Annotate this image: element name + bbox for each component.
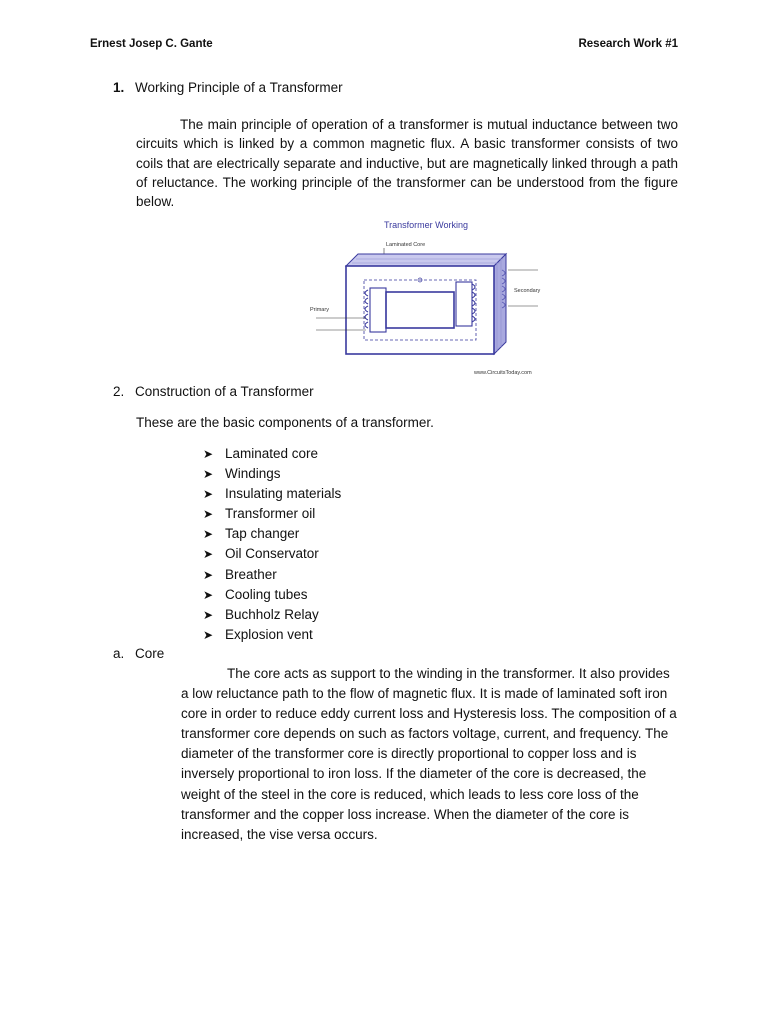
- components-list: [203, 444, 341, 645]
- arrow-bullet-icon: ➤: [203, 527, 214, 542]
- transformer-figure: [306, 214, 554, 380]
- figure-core-label: Laminated Core: [386, 242, 426, 248]
- section2-heading: [113, 384, 314, 399]
- figure-secondary-label: Secondary: [514, 288, 541, 294]
- arrow-bullet-icon: ➤: [203, 507, 214, 522]
- core-heading: [113, 646, 164, 661]
- arrow-bullet-icon: ➤: [203, 487, 214, 502]
- list-item: ➤ Breather: [203, 565, 341, 585]
- arrow-bullet-icon: ➤: [203, 467, 214, 482]
- arrow-bullet-icon: ➤: [203, 567, 214, 582]
- section1-number: 1.: [113, 80, 125, 95]
- core-paragraph: The core acts as support to the winding in the transformer. It also provides a low reluctance path to the flow of magnetic flux. It is made of laminated soft iron core in order to reduce eddy current loss and Hysteresis loss. The composition of a transformer core depends on such as factors voltage, current, and frequency. The diameter of the transformer core is directly proportional to copper loss and is inversely proportional to iron loss. If the diameter of the core is decreased, the weight of the steel in the core is reduced, which leads to less core loss of the transformer and the copper loss increase. When the diameter of the core is increased, the vise versa occurs.: [181, 666, 677, 842]
- arrow-bullet-icon: ➤: [203, 607, 214, 622]
- section2-title: Construction of a Transformer: [135, 384, 314, 399]
- core-label: a.: [113, 646, 125, 661]
- list-item: ➤ Cooling tubes: [203, 585, 341, 605]
- list-item: ➤ Buchholz Relay: [203, 605, 341, 625]
- list-item: ➤ Explosion vent: [203, 625, 341, 645]
- section1-heading: [113, 80, 343, 95]
- arrow-bullet-icon: ➤: [203, 587, 214, 602]
- header-author: Ernest Josep C. Gante: [90, 38, 213, 50]
- list-item: ➤ Tap changer: [203, 524, 341, 544]
- header-title: Research Work #1: [578, 38, 678, 50]
- section1-title: Working Principle of a Transformer: [135, 80, 343, 95]
- list-item: ➤ Windings: [203, 464, 341, 484]
- figure-primary-label: Primary: [310, 307, 329, 313]
- arrow-bullet-icon: ➤: [203, 547, 214, 562]
- list-item: ➤ Insulating materials: [203, 484, 341, 504]
- figure-title: Transformer Working: [384, 220, 469, 230]
- core-title: Core: [135, 646, 165, 661]
- list-item: ➤ Transformer oil: [203, 504, 341, 524]
- list-item: ➤ Oil Conservator: [203, 544, 341, 564]
- arrow-bullet-icon: ➤: [203, 447, 214, 461]
- arrow-bullet-icon: ➤: [203, 627, 214, 642]
- list-item: ➤ Laminated core: [203, 444, 341, 464]
- section2-number: 2.: [113, 384, 125, 399]
- figure-credit: www.CircuitsToday.com: [474, 370, 532, 376]
- section1-paragraph: The main principle of operation of a transformer is mutual inductance between two circuits which is linked by a common magnetic flux. A basic transformer consists of two coils that are electrically separate and inductive, but are magnetically linked through a path of reluctance. The working principle of the transformer can be understood from the figure below.: [136, 117, 678, 210]
- section2-intro: These are the basic components of a transformer.: [136, 415, 434, 430]
